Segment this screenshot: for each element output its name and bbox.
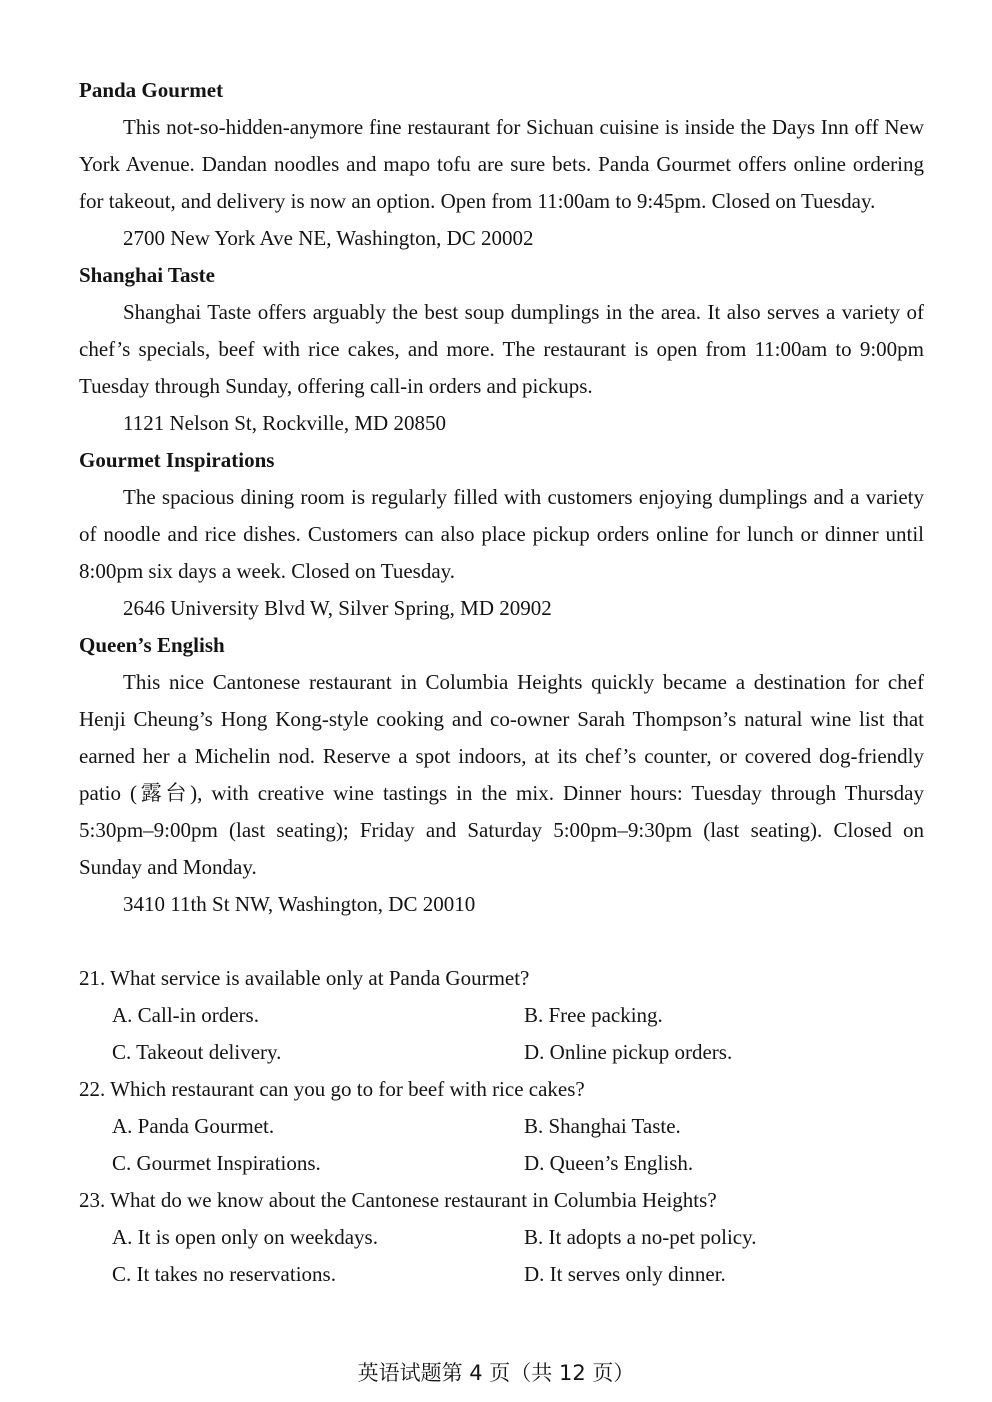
restaurant-address: 1121 Nelson St, Rockville, MD 20850 xyxy=(123,411,446,435)
option-a: A. Panda Gourmet. xyxy=(112,1114,275,1138)
question-list xyxy=(79,960,924,1293)
restaurant-description: This nice Cantonese restaurant in Columbia Heights quickly became a destination for chef Henji Cheung’s Hong Kong-style cooking and co-owner Sarah Thompson’s natural wine list that earned her a Michelin nod. Reserve a spot indoors, at its chef’s counter, or covered dog-friendly patio (露台), with creative wine tastings in the mix. Dinner hours: Tuesday through Thursday 5:30pm–9:00pm (last seating); Friday and Saturday 5:00pm–9:30pm (last seating). Closed on Sunday and Monday. xyxy=(79,670,924,879)
page-content xyxy=(79,72,924,1293)
option-a: A. It is open only on weekdays. xyxy=(112,1225,378,1249)
question-stem: 23. What do we know about the Cantonese restaurant in Columbia Heights? xyxy=(79,1188,717,1212)
question-options xyxy=(79,1219,924,1293)
question-stem: 22. Which restaurant can you go to for beef with rice cakes? xyxy=(79,1077,585,1101)
restaurant-gourmet-inspirations xyxy=(79,442,924,627)
restaurant-description: The spacious dining room is regularly filled with customers enjoying dumplings and a variety of noodle and rice dishes. Customers can also place pickup orders online for lunch or dinner until 8:00pm six days a week. Closed on Tuesday. xyxy=(79,485,924,583)
restaurant-address: 3410 11th St NW, Washington, DC 20010 xyxy=(123,892,476,916)
option-b: B. It adopts a no-pet policy. xyxy=(524,1225,757,1249)
restaurant-shanghai-taste xyxy=(79,257,924,442)
restaurant-name: Shanghai Taste xyxy=(79,263,215,287)
page-footer: 英语试题第 4 页（共 12 页） xyxy=(357,1361,635,1385)
question-stem: 21. What service is available only at Panda Gourmet? xyxy=(79,966,530,990)
question-22 xyxy=(79,1071,924,1182)
option-d: D. It serves only dinner. xyxy=(524,1262,726,1286)
option-b: B. Shanghai Taste. xyxy=(524,1114,681,1138)
option-d: D. Online pickup orders. xyxy=(524,1040,733,1064)
restaurant-address: 2700 New York Ave NE, Washington, DC 20002 xyxy=(123,226,534,250)
restaurant-queens-english xyxy=(79,627,924,923)
restaurant-address: 2646 University Blvd W, Silver Spring, MD 20902 xyxy=(123,596,552,620)
option-c: C. Gourmet Inspirations. xyxy=(112,1151,321,1175)
restaurant-description: This not-so-hidden-anymore fine restaurant for Sichuan cuisine is inside the Days Inn off New York Avenue. Dandan noodles and mapo tofu are sure bets. Panda Gourmet offers online ordering for takeout, and delivery is now an option. Open from 11:00am to 9:45pm. Closed on Tuesday. xyxy=(79,115,924,213)
option-c: C. It takes no reservations. xyxy=(112,1262,336,1286)
question-23 xyxy=(79,1182,924,1293)
option-c: C. Takeout delivery. xyxy=(112,1040,282,1064)
option-d: D. Queen’s English. xyxy=(524,1151,694,1175)
option-a: A. Call-in orders. xyxy=(112,1003,259,1027)
restaurant-name: Panda Gourmet xyxy=(79,78,224,102)
question-options xyxy=(79,1108,924,1182)
restaurant-description: Shanghai Taste offers arguably the best soup dumplings in the area. It also serves a variety of chef’s specials, beef with rice cakes, and more. The restaurant is open from 11:00am to 9:00pm Tuesday through Sunday, offering call-in orders and pickups. xyxy=(79,300,924,398)
restaurant-name: Gourmet Inspirations xyxy=(79,448,275,472)
restaurant-panda-gourmet xyxy=(79,72,924,257)
option-b: B. Free packing. xyxy=(524,1003,663,1027)
question-options xyxy=(79,997,924,1071)
question-21 xyxy=(79,960,924,1071)
restaurant-name: Queen’s English xyxy=(79,633,225,657)
